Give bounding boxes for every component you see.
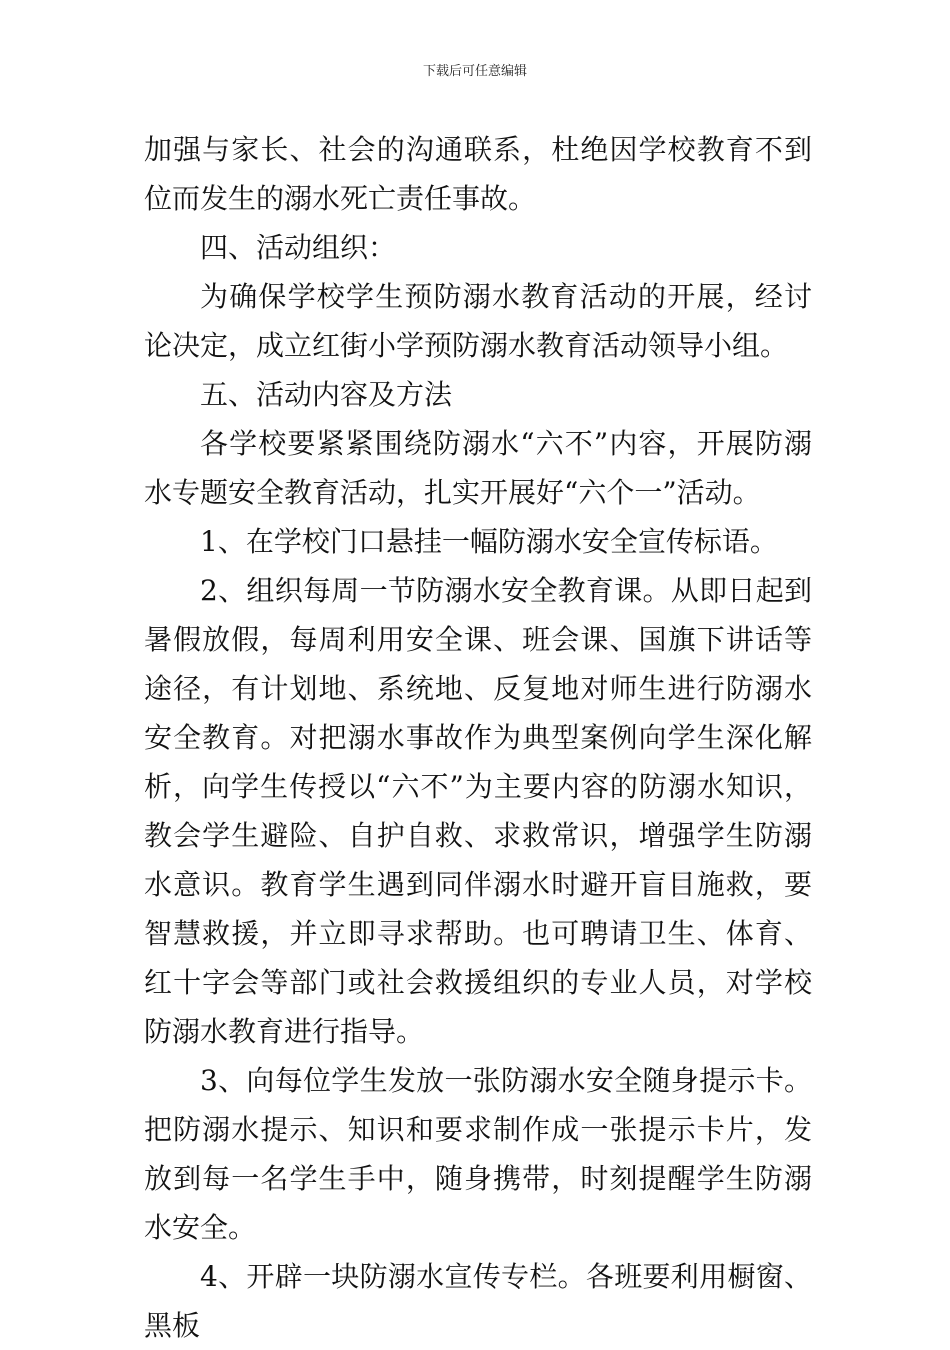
section-heading-activity-organization: 四、活动组织： [200,231,397,264]
paragraph-leadership-group: 为确保学校学生预防溺水教育活动的开展，经讨论决定，成立红街小学预防溺水教育活动领导小组。 [144,280,812,362]
page-header: 下载后可任意编辑 [422,64,527,79]
list-item-2: 2、组织每周一节防溺水安全教育课。从即日起到暑假放假，每周利用安全课、班会课、国旗下讲话等途径，有计划地、系统地、反复地对师生进行防溺水安全教育。对把溺水事故作为典型案例向学生深化解析，向学生传授以“六不”为主要内容的防溺水知识，教会学生避险、自护自救、求救常识，增强学生防溺水意识。教育学生遇到同伴溺水时避开盲目施救，要智慧救援，并立即寻求帮助。也可聘请卫生、体育、红十字会等部门或社会救援组织的专业人员，对学校防溺水教育进行指导。 [144,574,812,1048]
list-item-4: 4、开辟一块防溺水宣传专栏。各班要利用橱窗、黑板 [144,1260,812,1342]
paragraph-six-activities: 各学校要紧紧围绕防溺水“六不”内容，开展防溺水专题安全教育活动，扎实开展好“六个一”活动。 [144,427,812,509]
list-item-1: 1、在学校门口悬挂一幅防溺水安全宣传标语。 [200,525,778,558]
section-heading-content-methods: 五、活动内容及方法 [200,378,453,411]
document-body [144,125,812,1350]
paragraph-continuation: 加强与家长、社会的沟通联系，杜绝因学校教育不到位而发生的溺水死亡责任事故。 [144,133,812,215]
list-item-3: 3、向每位学生发放一张防溺水安全随身提示卡。把防溺水提示、知识和要求制作成一张提示卡片，发放到每一名学生手中，随身携带，时刻提醒学生防溺水安全。 [144,1064,812,1244]
